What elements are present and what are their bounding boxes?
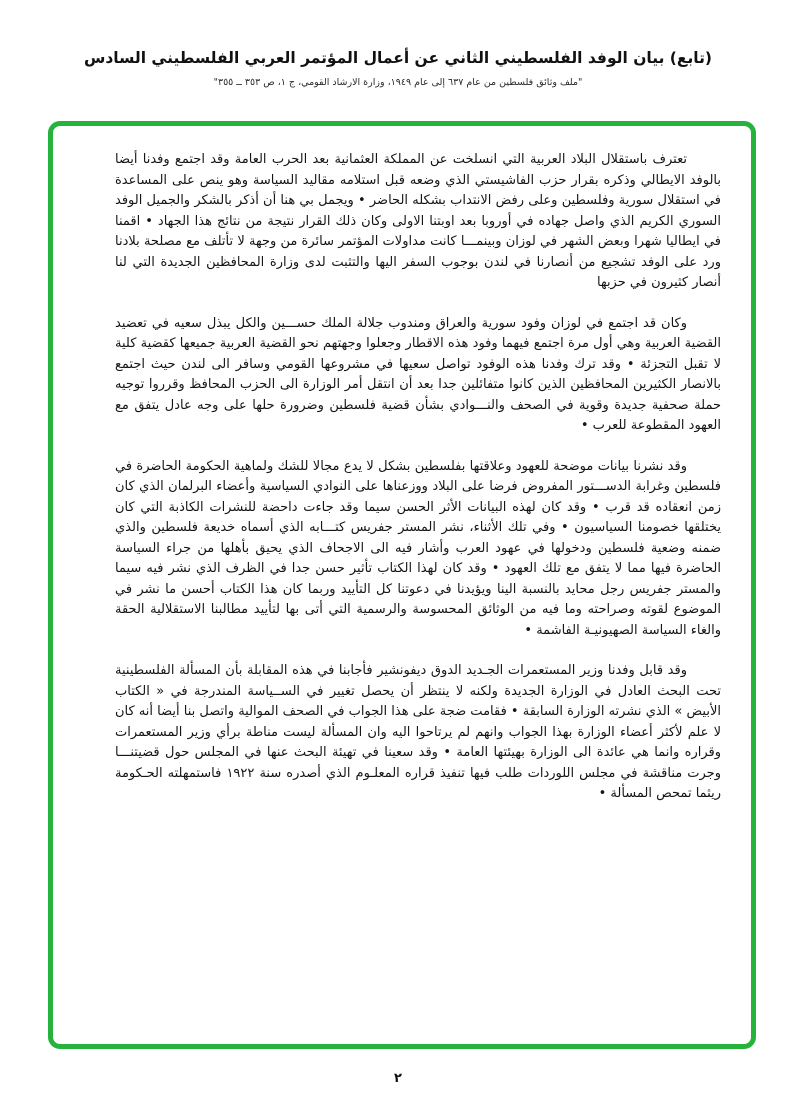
page-number: ٢ — [394, 1071, 402, 1086]
document-body — [115, 150, 721, 805]
page-title: (تابع) بيان الوفد الفلسطيني الثاني عن أعمال المؤتمر العربي الفلسطيني السادس — [83, 49, 713, 67]
document-footer — [0, 1067, 796, 1086]
paragraph: وكان قد اجتمع في لوزان وفود سورية والعراق ومندوب جلالة الملك حســـين والكل يبذل سعيه في تعضيد القضية العربية وهي أول مرة اجتمع فيهما وفود هذه الاقطار وجعلوا وجهتهم نحو القضية العربية جميعها كقضية كلية لا تقبل التجزئة • وقد ترك وفدنا هذه الوفود تواصل سعيها في مشروعها القومي وسافر الى لندن حيث اجتمع بالانصار الكثيرين المحافظين الذين كانوا متفائلين جدا بعد أن انتقل أمر الوزارة الى الحزب المحافظ وقرروا توجيه حملة صحفية جديدة وقوية في الصحف والنـــوادي بشأن قضية فلسطين وضرورة حلها على وجه عادل يتفق مع العهود المقطوعة للعرب • — [115, 315, 721, 433]
document-header — [0, 0, 796, 88]
source-citation: "ملف وثائق فلسطين من عام ٦٣٧ إلى عام ١٩٤٩، وزارة الارشاد القومي، ج ١، ص ٣٥٣ ــ ٣٥٥" — [213, 76, 583, 88]
document-frame — [48, 121, 756, 1049]
paragraph: تعترف باستقلال البلاد العربية التي انسلخت عن المملكة العثمانية بعد الحرب العامة وقد اجتمع وفدنا أيضا بالوفد الايطالي وذكره بقرار حزب الفاشيستي الذي وضعه قبل استلامه مقاليد السياسة وهو ينص على المساعدة في استقلال سورية وفلسطين وعلى رفض الانتداب بشكله الحاضر • ويجمل بي هنا أن أذكر بالشكر والجميل الوفد السوري الكريم الذي واصل جهاده في أوروبا بعد اوبتنا الاولى وكان ذلك القرار نتيجة من نتائج هذا الجهاد • اقمنا في ايطاليا شهرا وبعض الشهر في لوزان وبينمـــا كانت مداولات المؤتمر سائرة من وجهة لا تأتلف مع مصلحة بلادنا ورد على الوفد تشجيع من أنصارنا في لندن بوجوب السفر اليها والتثبت لدى وزارة المحافظين الجديدة التي لنا أنصار كثيرون في حزبها — [115, 152, 721, 290]
paragraph: وقد نشرنا بيانات موضحة للعهود وعلاقتها بفلسطين بشكل لا يدع مجالا للشك ولماهية الحكومة الحاضرة في فلسطين وغرابة الدســـتور المفروض فرضا على البلاد ووزعناها على النوادي السياسية وأعضاء البرلمان الذي كان زمن انعقاده قد قرب • وقد كان لهذه البيانات الأثر الحسن سيما وقد جاءت داحضة للنشرات الكاذبة التي كان يختلقها خصومنا السياسيون • وفي تلك الأثناء، نشر المستر جفريس كتـــابه الذي أسماه خديعة فلسطين والذي ضمنه وضعية فلسطين ودخولها في عهود العرب وأشار فيه الى الاجحاف الذي يحيق بأهلها من جراء السياسة الحاضرة فيها مما لا يتفق مع تلك العهود • وقد كان لهذا الكتاب تأثير حسن جدا في الظرف الذي نشر فيه سيما والمستر جفريس رجل محايد بالنسبة الينا ويؤيدنا في دعوتنا كل التأييد وربما كان هذا الكتاب أحسن ما نشر في الموضوع لقوته وصراحته وما فيه من الوثائق المحسوسة والرسمية التي أتى بها لتأييد مطالبنا الاستقلالية الحقة والغاء السياسة الصهيونيـة الفاشمة • — [115, 458, 721, 638]
paragraph: وقد قابل وفدنا وزير المستعمرات الجـديد الدوق ديفونشير فأجابنا في هذه المقابلة بأن المسألة الفلسطينية تحت البحث العادل في الوزارة الجديدة ولكنه لا ينتظر أن يحصل تغيير في الســياسة المندرجة في « الكتاب الأبيض » الذي نشرته الوزارة السابقة • فقامت ضجة على هذا الجواب في الصحف الموالية واتصل بنا أيضا أنه كان لا علم لأكثر أعضاء الوزارة بهذا الجواب وانهم لم يرتاحوا اليه وان المسألة ليست مناطة برأي وزير المستعمرات وقراره وانما هي عائدة الى الوزارة بهيئتها العامة • وقد سعينا في تهيئة البحث عنها في المجلس حول قضيتنـــا وجرت مناقشة في مجلس اللوردات طلب فيها تنفيذ قراره المعلـوم الذي أصدره سنة ١٩٢٢ فاستمهلته الحـكومة ريثما تمحص المسألة • — [115, 663, 722, 801]
